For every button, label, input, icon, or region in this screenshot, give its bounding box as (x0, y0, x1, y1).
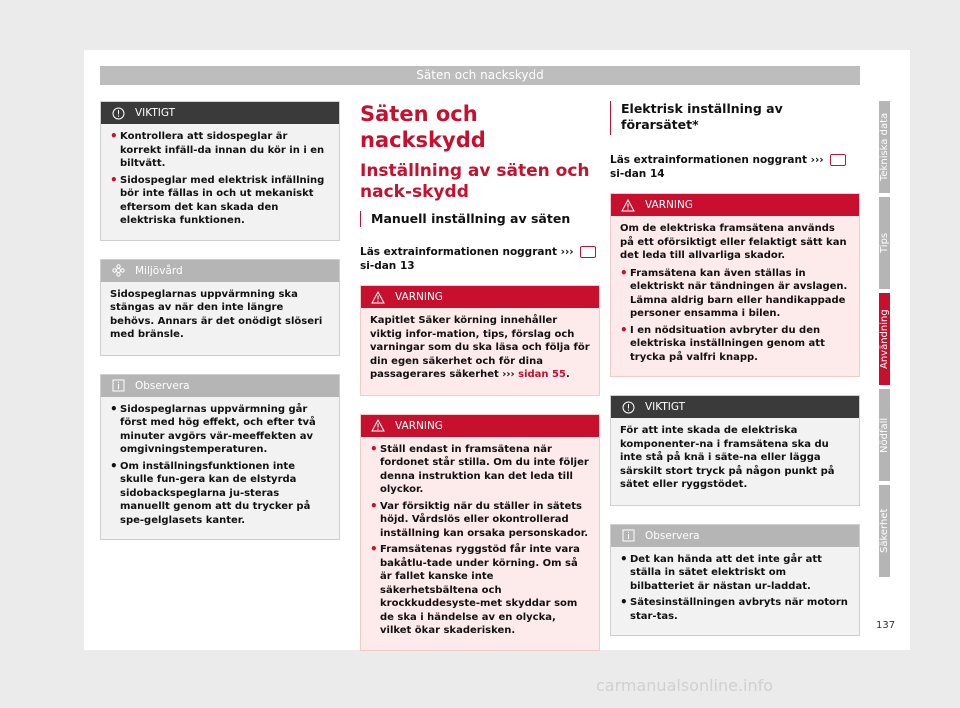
miljovard-box (100, 259, 340, 356)
page-ref: si-dan 13 (360, 260, 415, 272)
viktigt-box (100, 101, 340, 241)
list-item: • Sidospeglarnas uppvärmning går först med hög effekt, och efter två minuter avgörs vär-meeffekten av omgivningstemperaturen. (110, 403, 330, 457)
varning-header (361, 286, 599, 308)
warning-triangle-icon (621, 198, 635, 212)
list-item: • Kontrollera att sidospeglar är korrekt infäll-da innan du kör in i en biltvätt. (110, 130, 330, 171)
section-heading: Inställning av säten och nack-skydd (360, 161, 590, 202)
miljovard-label: Miljövård (135, 264, 183, 277)
intro-paragraph (610, 153, 860, 181)
warning-triangle-icon (371, 419, 385, 433)
observera-label: Observera (645, 529, 700, 542)
viktigt-label: VIKTIGT (645, 401, 686, 413)
info-square-icon (111, 379, 125, 393)
list-item: • Sätesinställningen avbryts när motorn star-tas. (620, 596, 850, 623)
page-number: 137 (876, 620, 896, 631)
page-header: Säten och nackskydd (100, 66, 860, 85)
varning-label: VARNING (395, 291, 443, 303)
page-title: Säten och nackskydd (360, 102, 486, 152)
info-square-icon (621, 529, 635, 543)
varning-label: VARNING (395, 419, 443, 432)
varning-box (360, 414, 600, 651)
varning-body (361, 308, 599, 395)
observera-body (611, 547, 859, 636)
list-item: • Ställ endast in framsätena när fordonet står stilla. Om du inte följer denna instruktion kan det leda till olyckor. (370, 443, 590, 497)
varning-header (361, 415, 599, 437)
list-item: • Om inställningsfunktionen inte skulle fun-gera kan de elstyrda sidobackspeglarna ju-steras manuellt genom att du trycker på spe-gelglasets kanter. (110, 460, 330, 528)
info-circle-icon (621, 400, 635, 414)
side-tabs (879, 101, 909, 581)
intro-text: Läs extrainformationen noggrant ››› (610, 154, 824, 166)
observera-body (101, 397, 339, 540)
list-item: • I en nödsituation avbryter du den elektriska inställningen genom att trycka på valfri knapp. (620, 324, 850, 365)
book-icon (830, 154, 846, 166)
tab-nodfall[interactable]: Nödfall (879, 389, 890, 481)
list-item: • Framsätenas ryggstöd får inte vara bakåtlu-tade under körning. Om så är fallet kanske inte säkerhetsbältena och krockkuddesyste-met skyddar som de ska i händelse av en olycka, vilket ökar skaderisken. (370, 543, 590, 638)
list-item: • Framsätena kan även ställas in elektriskt när tändningen är avslagen. Lämna aldrig barn eller handikappade personer ensamma i bilen. (620, 267, 850, 321)
list-item: • Det kan hända att det inte går att ställa in sätet elektriskt om bilbatteriet är nästan ur-laddat. (620, 553, 850, 594)
viktigt-text: För att inte skada de elektriska komponenter-na i framsätena ska du inte stå på knä i säte-na eller lägga särskilt stort tryck på någon punkt på sätet eller ryggstödet. (620, 425, 835, 490)
varning-text-end: . (565, 369, 570, 380)
warning-triangle-icon (371, 290, 385, 304)
tab-anvandning[interactable]: Användning (879, 293, 890, 385)
viktigt-label: VIKTIGT (135, 107, 176, 119)
intro-paragraph (360, 245, 600, 273)
observera-header (611, 525, 859, 547)
observera-label: Observera (135, 379, 190, 392)
list-item: • Sidospeglar med elektrisk infällning bör inte fällas in och ut mekaniskt eftersom det kan skada den elektriska funktionen. (110, 174, 330, 228)
list-item: • Var försiktig när du ställer in sätets höjd. Vårdslös eller okontrollerad inställning kan orsaka personskador. (370, 500, 590, 541)
column-2 (360, 101, 600, 669)
tab-sakerhet[interactable]: Säkerhet (879, 485, 890, 577)
info-circle-icon (111, 106, 125, 120)
column-3 (610, 101, 860, 654)
varning-header (611, 194, 859, 216)
page-link[interactable]: sidan 55 (518, 369, 566, 380)
subsection-heading: Elektrisk inställning av förarsätet* (610, 101, 860, 135)
viktigt-header (101, 102, 339, 124)
viktigt-body (101, 124, 339, 240)
observera-box (610, 524, 860, 637)
observera-header (101, 375, 339, 397)
varning-body (361, 437, 599, 650)
varning-label: VARNING (645, 199, 693, 211)
page-ref: si-dan 14 (610, 168, 665, 180)
miljovard-body (101, 282, 339, 355)
flower-icon (111, 264, 125, 278)
column-1 (100, 101, 340, 558)
varning-text (370, 314, 590, 382)
subsection-heading: Manuell inställning av säten (360, 211, 600, 227)
varning-box (610, 193, 860, 377)
book-icon (580, 246, 596, 258)
intro-text: Läs extrainformationen noggrant ››› (360, 246, 574, 258)
varning-intro: Om de elektriska framsätena används på ett oförsiktigt eller felaktigt sätt kan det leda till allvarliga skador. (620, 223, 847, 261)
watermark: carmanualsonline.info (596, 676, 774, 695)
miljovard-header (101, 260, 339, 282)
varning-text-main: Kapitlet Säker körning innehåller viktig infor-mation, tips, förslag och varningar som du ska läsa och följa för din egen säkerhet och för dina passagerares säkerhet ››› (370, 315, 590, 380)
varning-body (611, 216, 859, 376)
observera-box (100, 374, 340, 541)
viktigt-body (611, 418, 859, 505)
viktigt-header (611, 396, 859, 418)
tab-tips[interactable]: Tips (879, 197, 890, 289)
miljovard-text: Sidospeglarnas uppvärmning ska stängas av när den inte längre behövs. Annars är det onödigt slöseri med bränsle. (110, 288, 323, 340)
viktigt-box (610, 395, 860, 506)
varning-box (360, 285, 600, 396)
tab-tekniska-data[interactable]: Tekniska data (879, 101, 890, 193)
